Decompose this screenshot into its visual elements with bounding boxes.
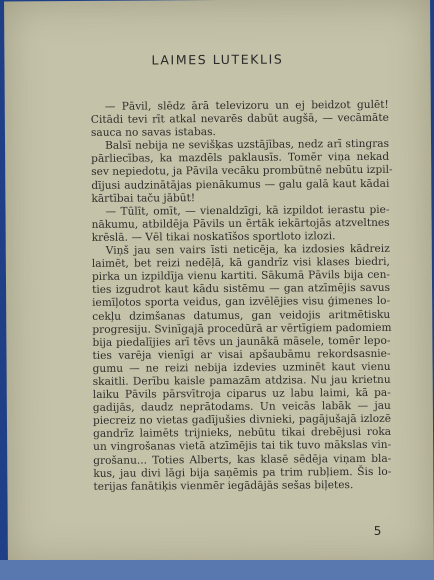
text-line: — Tūlīt, omīt, — vienaldzīgi, kā izpildot ierastu pie- (105, 203, 390, 218)
text-line: pirka un izpildīja vienu kartiti. Sākumā Pāvils bija cen- (91, 269, 390, 284)
text-line: laimēt, bet reizi nedēļā, kā gandrīz visi klases biedri, (91, 255, 390, 271)
text-line: terijas fanātiķis vienmēr iegādājās sešas biļetes. (93, 478, 354, 493)
text-line: krēslā. — Vēl tikai noskatīšos sportloto izlozi. (91, 230, 336, 244)
text-line: Viņš jau sen vairs īsti neticēja, ka izdosies kādreiz (105, 242, 390, 257)
text-line: gumu — ne reizi nebija izdevies uzminēt kaut vienu (92, 360, 391, 375)
chapter-title: LAIMES LUTEKLIS (151, 51, 284, 68)
text-line: un vingrošanas vietā atzīmējis tai tik tuvo mākslas vin- (93, 439, 392, 454)
body-text (91, 99, 392, 494)
text-line: — Pāvil, slēdz ārā televizoru un ej beidzot gulēt! (104, 98, 389, 113)
text-line: ties izgudrot kaut kādu sistēmu — gan atzīmējis savus (92, 282, 391, 297)
text-line: dījusi audzinātājas pienākumus — galu galā kaut kādai (91, 177, 390, 192)
text-line: kārtībai taču jābūt! (91, 191, 196, 205)
text-line: Balsī nebija ne sevišķas uzstājības, nedz arī stingras (105, 138, 390, 153)
text-line: sev nepiedotu, ja Pāvila vecāku prombūtnē nebūtu izpil- (91, 164, 393, 179)
text-line: nākumu, atbildēja Pāvils un ērtāk iekārtojās atzveltnes (91, 216, 390, 231)
text-line: sauca no savas istabas. (90, 126, 216, 140)
text-line: piecreiz no vietas gadījušies divnieki, pagājušajā izlozē (92, 413, 392, 428)
text-line: laiku Pāvils pārsvītroja ciparus uz labu laimi, kā pa- (92, 386, 391, 401)
text-line: ties varēja vienīgi ar visai apšaubāmu rekordsasnie- (92, 347, 391, 362)
text-line: kus, jau divi lāgi bija saņēmis pa trim rubļiem. Šis lo- (93, 465, 392, 480)
text-line: pārliecības, ka mazdēls paklausīs. Tomēr viņa nekad (91, 151, 390, 166)
book-page (4, 0, 434, 565)
text-line: progresiju. Svinīgajā procedūrā ar vērtīgiem padomiem (92, 321, 392, 336)
text-line: grošanu... Toties Alberts, kas klasē sēdēja viņam bla- (93, 452, 392, 467)
background-strip (0, 560, 434, 580)
text-line: cekļu dzimšanas datumus, gan veidojis aritmētisku (92, 308, 391, 323)
text-line: iemīļotos sporta veidus, gan izvēlējies visu ģimenes lo- (92, 295, 391, 310)
page-number: 5 (373, 523, 382, 538)
text-line: gadijās, daudz neprātodams. Un veicās labāk — jau (92, 399, 391, 415)
text-line: gandrīz laimēts trijnieks, nebūtu tikai drebējusi roka (93, 426, 392, 441)
text-line: Citādi tevi rīt atkal nevarēs dabūt augšā, — vecāmāte (90, 111, 389, 126)
text-line: skaitli. Derību kaisle pamazām atdzisa. Nu jau krietnu (92, 373, 391, 388)
text-line: bija piedalījies arī tēvs un jaunākā māsele, tomēr lepo- (92, 334, 391, 349)
